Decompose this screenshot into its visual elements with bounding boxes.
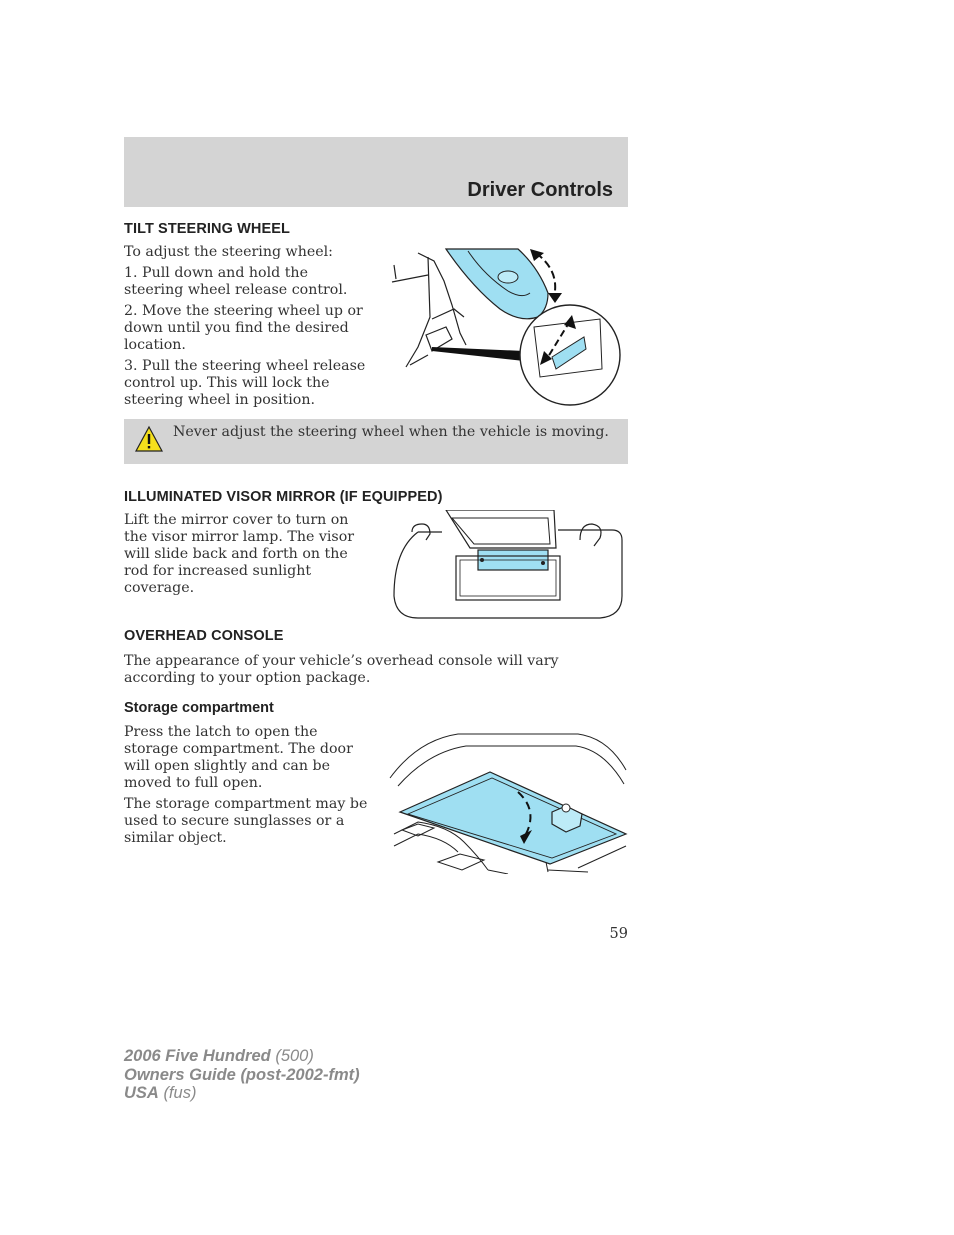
steering-wheel-illustration <box>388 247 624 409</box>
warning-triangle-icon <box>134 425 164 453</box>
footer-guide-type: Owners Guide (post-2002-fmt) <box>124 1065 360 1084</box>
document-footer <box>124 1047 360 1103</box>
tilt-steering-text <box>124 244 369 413</box>
storage-paragraph-1: Press the latch to open the storage compartment. The door will open slightly and can be moved to full open. <box>124 724 353 791</box>
overhead-console-illustration <box>388 730 628 874</box>
tilt-step-2: 2. Move the steering wheel up or down until you find the desired location. <box>124 303 363 353</box>
visor-mirror-text <box>124 512 372 601</box>
overhead-console-heading: OVERHEAD CONSOLE <box>124 628 284 644</box>
footer-market-code: (fus) <box>163 1084 197 1102</box>
tilt-steering-heading: TILT STEERING WHEEL <box>124 221 290 237</box>
page-section-title: Driver Controls <box>467 179 613 201</box>
warning-text: Never adjust the steering wheel when the vehicle is moving. <box>173 424 609 440</box>
overhead-console-text <box>124 653 628 691</box>
footer-line-3 <box>124 1084 360 1103</box>
visor-mirror-illustration <box>390 510 626 622</box>
footer-line-2 <box>124 1066 360 1085</box>
footer-model: 2006 Five Hundred <box>124 1047 271 1065</box>
tilt-intro: To adjust the steering wheel: <box>124 244 333 260</box>
header-band <box>124 137 628 207</box>
footer-line-1 <box>124 1047 360 1066</box>
visor-mirror-paragraph: Lift the mirror cover to turn on the visor mirror lamp. The visor will slide back and forth on the rod for increased sunlight coverage. <box>124 512 355 596</box>
footer-model-code: (500) <box>275 1047 314 1065</box>
visor-mirror-heading: ILLUMINATED VISOR MIRROR (IF EQUIPPED) <box>124 489 443 505</box>
storage-paragraph-2: The storage compartment may be used to secure sunglasses or a similar object. <box>124 796 368 846</box>
page-number: 59 <box>609 926 628 942</box>
storage-compartment-text <box>124 724 372 851</box>
overhead-console-paragraph: The appearance of your vehicle’s overhead console will vary according to your option package. <box>124 653 559 686</box>
warning-callout <box>124 419 628 464</box>
tilt-step-1: 1. Pull down and hold the steering wheel release control. <box>124 265 348 298</box>
tilt-step-3: 3. Pull the steering wheel release control up. This will lock the steering wheel in position. <box>124 358 366 408</box>
footer-market: USA <box>124 1084 159 1102</box>
storage-compartment-heading: Storage compartment <box>124 700 274 716</box>
